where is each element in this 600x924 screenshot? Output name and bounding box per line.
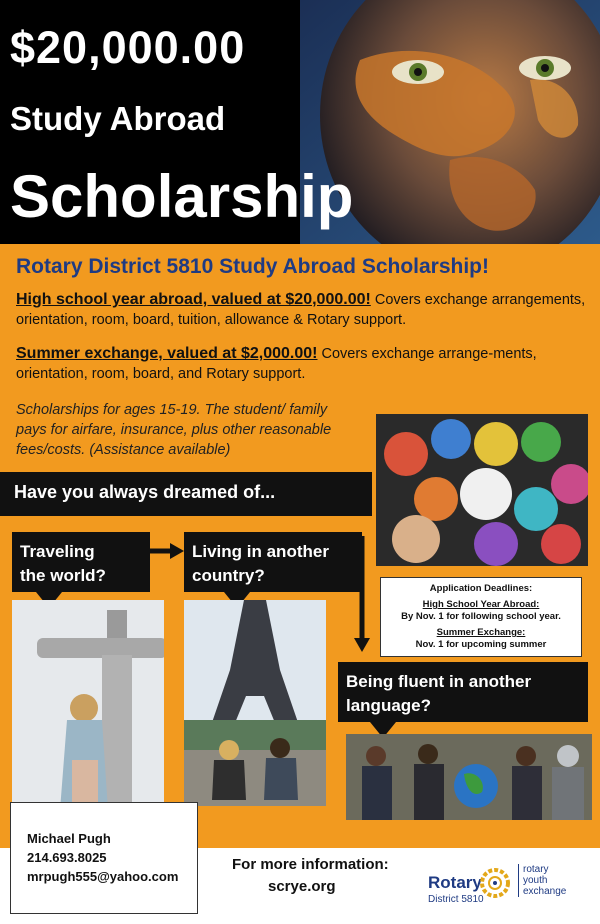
rye-line1: rotary — [523, 864, 549, 875]
callout-fluent-line2: language? — [346, 696, 432, 715]
more-info-label: For more information: — [232, 856, 389, 873]
contact-phone[interactable]: 214.693.8025 — [27, 850, 107, 865]
summer-lead: Summer exchange, valued at $2,000.00! — [16, 345, 318, 362]
rotary-logo-text: Rotary — [428, 873, 482, 892]
website-link[interactable]: scrye.org — [268, 878, 336, 895]
rye-line3: exchange — [523, 886, 567, 897]
scholarship-amount: $20,000.00 — [10, 22, 246, 73]
eiffel-tower-photo — [184, 600, 326, 806]
christ-the-redeemer-photo — [12, 600, 164, 810]
summer-text: Covers exchange arrange-ments, orientation, room, board, and Rotary support. — [16, 346, 537, 382]
rotary-district-text: District 5810 — [428, 894, 484, 905]
callout-traveling-line1: Traveling — [20, 542, 95, 561]
summer-paragraph — [16, 344, 591, 384]
rotary-wheel-icon — [480, 868, 510, 898]
high-school-lead: High school year abroad, valued at $20,000.00! — [16, 291, 371, 308]
contact-card — [10, 802, 198, 914]
contact-name: Michael Pugh — [27, 831, 111, 846]
deadlines-title: Application Deadlines: — [429, 583, 533, 594]
painted-faces-photo — [376, 414, 588, 566]
header-banner — [0, 0, 600, 244]
header-subtitle: Study Abroad — [10, 100, 226, 137]
rye-line2: youth — [523, 875, 548, 886]
dream-banner: Have you always dreamed of... — [0, 472, 372, 516]
high-school-text: Covers exchange arrangements, orientation, room, board, tuition, allowance & Rotary support. — [16, 292, 586, 328]
deadline-summer-date: Nov. 1 for upcoming summer — [415, 639, 547, 650]
application-deadlines-box — [380, 577, 582, 657]
high-school-paragraph — [16, 290, 591, 330]
callout-fluent-line1: Being fluent in another — [346, 672, 532, 691]
callout-living-line2: country? — [192, 566, 265, 585]
callout-traveling — [12, 532, 150, 592]
rye-logo-text — [518, 864, 566, 897]
callout-traveling-line2: the world? — [20, 566, 106, 585]
deadline-summer-label: Summer Exchange: — [436, 627, 526, 638]
contact-email[interactable]: mrpugh555@yahoo.com — [27, 869, 179, 884]
eligibility-text: Scholarships for ages 15-19. The student/ family pays for airfare, insurance, plus other reasonable fees/costs. (Assistance available) — [16, 402, 332, 458]
program-title: Rotary District 5810 Study Abroad Scholarship! — [16, 255, 490, 278]
callout-living-line1: Living in another — [192, 542, 329, 561]
deadline-high-school-date: By Nov. 1 for following school year. — [401, 611, 561, 622]
students-with-globe-photo — [346, 734, 592, 820]
callout-fluent — [338, 662, 588, 722]
callout-living — [184, 532, 362, 592]
deadline-high-school-label: High School Year Abroad: — [422, 599, 540, 610]
header-title: Scholarship — [10, 163, 354, 230]
